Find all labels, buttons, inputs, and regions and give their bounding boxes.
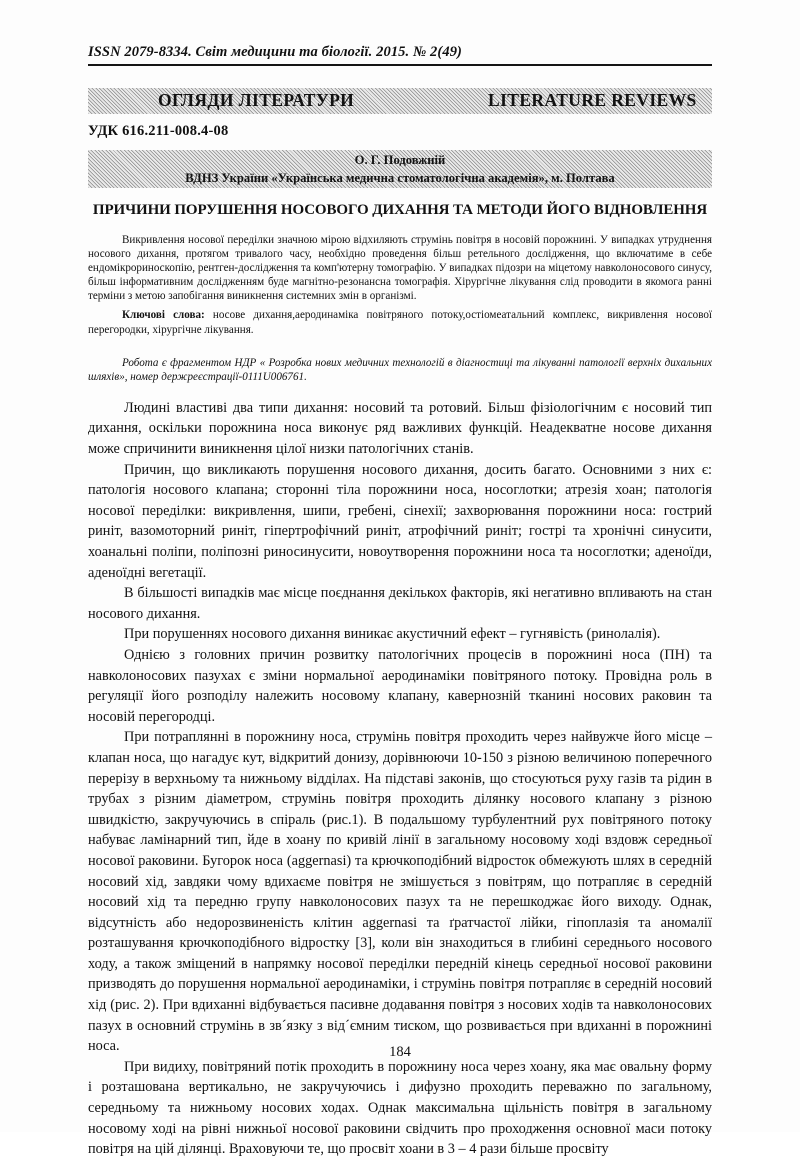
author-name: О. Г. Подовжній: [354, 153, 446, 167]
section-banner: [88, 88, 712, 114]
body-paragraph: При видиху, повітряний потік проходить в порожнину носа через хоану, яка має овальну форму і розташована вертикально, не закручуючись і дифузно проходить переважно по загальному, середньому та нижньому носових ходах. Однак максимальна щільність повітря в загальному носовому ході на рівні нижньої носової раковини свідчить про проходження основної маси потоку повітря на цій ділянці. Враховуючи те, що просвіт хоани в 3 – 4 рази більше просвіту: [88, 1058, 712, 1158]
keywords-label: Ключові слова:: [122, 309, 205, 322]
funding-note: Робота є фрагментом НДР « Розробка нових медичних технологій в діагностиці та лікуванні патології верхніх дихальних шляхів», номер держреєстрації-0111U006761.: [88, 356, 712, 383]
body-paragraph: Людині властиві два типи дихання: носовий та ротовий. Більш фізіологічним є носовий тип дихання, оскільки порожнина носа виконує ряд важливих функцій. Неадекватне носове дихання може спричинити виникнення цілої низки патологічних станів.: [88, 399, 712, 458]
page-number: 184: [389, 1044, 411, 1060]
abstract-paragraph: Викривлення носової переділки значною мірою відхиляють струмінь повітря в носовій порожнині. У випадках утруднення носового дихання, протягом тривалого часу, необхідно проведення більш ретельного дослідження, що включатиме в себе ендомікрориноскопію, рентген-дослідження та комп'ютерну томографію. У випадках підозри на міцетому навколоносового синусу, більш інформативним дослідженням буде магнітно-резонансна томографія. Хірургічне лікування слід проводити в якомога ранні терміни з метою запобігання виникнення системних змін в організмі.: [88, 234, 712, 303]
author-affiliation: ВДНЗ України «Українська медична стоматологічна академія», м. Полтава: [185, 171, 615, 185]
keywords-text: носове дихання,аеродинаміка повітряного потоку,остіомеатальний комплекс, викривлення носової перегородки, хірургічне лікування.: [88, 309, 712, 336]
body-paragraph: При потраплянні в порожнину носа, струмінь повітря проходить через найвужче його місце – клапан носа, що нагадує кут, відкритий донизу, дорівнюючи 10-150 з різною величиною поперечного перерізу в верхньому та нижньому відділах. На підставі законів, що стосуються руху газів та рідин в трубах з різним діаметром, струмінь повітря проходить ділянку носового клапану з різною швидкістю, закручуючись в спіраль (рис.1). В подальшому турбулентний рух повітряного потоку набуває ламінарний тип, йде в хоану по кривій лінії в загальному носовому ході вздовж середньої носової раковини. Бугорок носа (aggernasi) та крючкоподібний відросток обмежують шлях в середній носовий хід, завдяки чому вдихаєме повітря не змішується з повітрям, що потрапляє в середній носовий хід та передню групу навколоносових пазух та не перешкоджає його виходу. Однак, відсутність або недорозвиненість клітин aggernasi та ґратчастої лійки, гіпоплазія та аномалії розташування крючкоподібного відростку [3], коли він знаходиться в глибині середнього носового ходу, а також зміщений в напрямку носової переділки передній кінець середньої носової раковини призводять до порушення нормальної аеродинаміки, і струмінь повітря потрапляє в середній носовий хід (рис. 2). При вдиханні відбувається пасивне додавання повітря з носових ходів та навколоносових пазух в основний струмінь в зв´язку з від´ємним тиском, що розвивається при вдиханні в порожнині носа.: [88, 729, 712, 1055]
running-head-rule: [88, 64, 712, 66]
udc-code: УДК 616.211-008.4-08: [88, 123, 229, 139]
body-paragraph: При порушеннях носового дихання виникає акустичний ефект – гугнявість (ринолалія).: [124, 626, 661, 643]
running-head: ISSN 2079-8334. Світ медицини та біології. 2015. № 2(49): [88, 44, 462, 60]
keywords-paragraph: [88, 308, 712, 336]
body-paragraph: Однією з головних причин розвитку патологічних процесів в порожнині носа (ПН) та навколоносових пазухах є зміни нормальної аеродинаміки повітряного потоку. Провідна роль в регуляції його розподілу належить носовому клапану, кавернозній тканині носових раковин та носовій перегородці.: [88, 646, 712, 725]
author-banner: [88, 150, 712, 188]
article-title: ПРИЧИНИ ПОРУШЕННЯ НОСОВОГО ДИХАННЯ ТА МЕТОДИ ЙОГО ВІДНОВЛЕННЯ: [92, 202, 708, 218]
section-title-ukrainian: ОГЛЯДИ ЛІТЕРАТУРИ: [158, 90, 355, 110]
body-paragraph: Причин, що викликають порушення носового дихання, досить багато. Основними з них є: патологія носового клапана; сторонні тіла порожнини носа, носоглотки; атрезія хоан; патологія носової переділки: викривлення, шипи, гребені, сінехії; захворювання порожнини носа: гострий риніт, вазомоторний риніт, гіпертрофічний риніт, атрофічний риніт; гострі та хронічні синусити, хоанальні поліпи, поліпозні риносинусити, новоутворення порожнини носа та носоглотки; аденоїди, аденоїдні вегетації.: [88, 461, 712, 581]
page-content-column: [88, 0, 712, 1160]
body-paragraph: В більшості випадків має місце поєднання декількох факторів, які негативно впливають на стан носового дихання.: [88, 585, 712, 622]
section-title-english: LITERATURE REVIEWS: [488, 90, 697, 110]
